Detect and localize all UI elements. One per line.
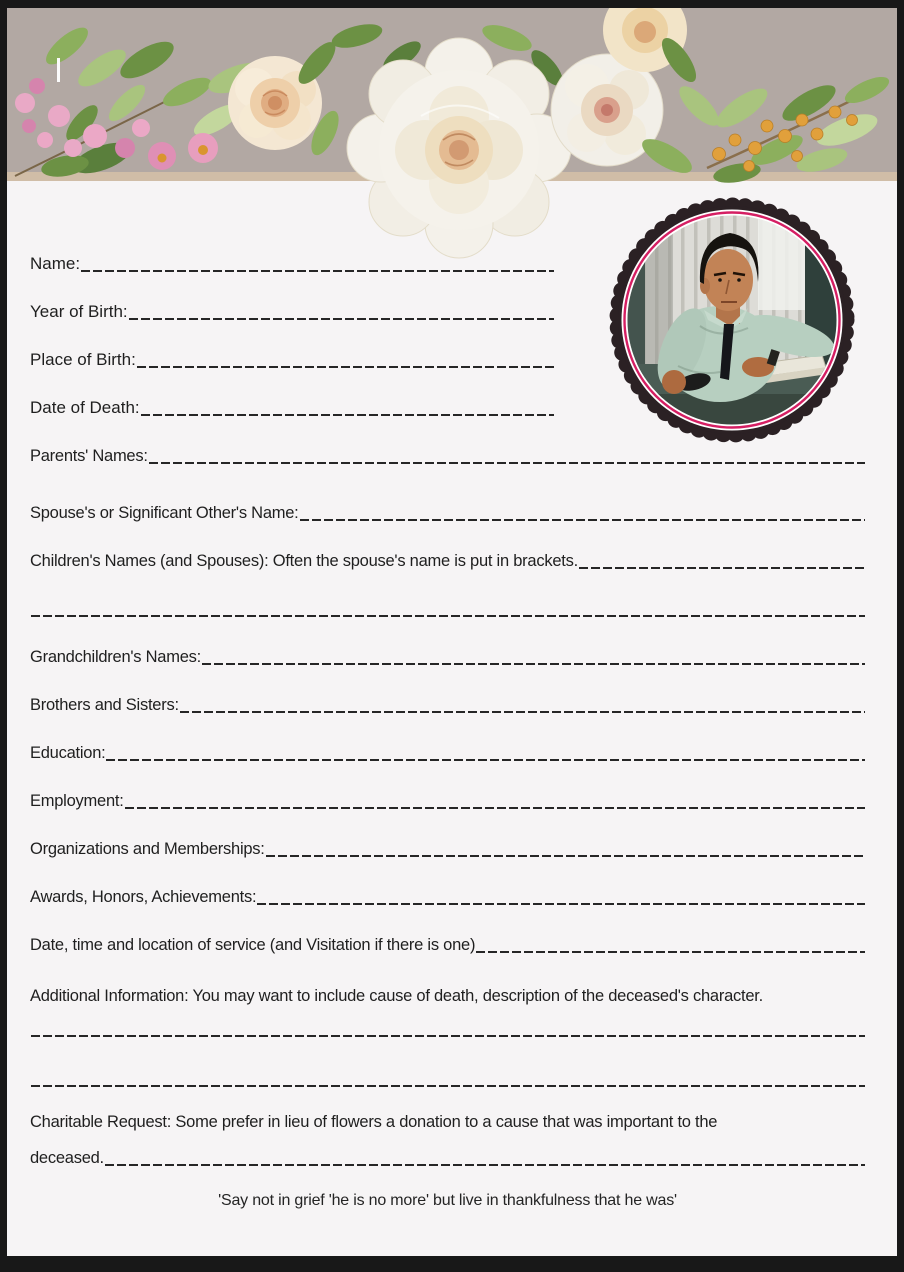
fill-in-line[interactable] — [30, 596, 865, 620]
fill-in-line[interactable] — [30, 1016, 865, 1040]
fill-in-line[interactable] — [30, 1066, 865, 1090]
form-row-charitable-request — [30, 1109, 865, 1133]
field-label: Organizations and Memberships: — [30, 840, 265, 858]
form-row-date-of-death[interactable] — [30, 395, 554, 419]
obituary-template-page[interactable] — [7, 8, 897, 1256]
fill-in-line[interactable] — [148, 443, 865, 467]
fill-in-line[interactable] — [475, 932, 865, 956]
field-label: Additional Information: You may want to include cause of death, description of the deceased's character. — [30, 987, 763, 1005]
field-label: Grandchildren's Names: — [30, 648, 201, 666]
field-label: Date of Death: — [30, 398, 140, 417]
form-row-brothers-and-sisters[interactable] — [30, 692, 865, 716]
field-label: Education: — [30, 744, 106, 762]
field-label: Awards, Honors, Achievements: — [30, 888, 257, 906]
form-row-childrens-names[interactable] — [30, 548, 865, 572]
fill-in-line[interactable] — [179, 692, 865, 716]
portrait-frame[interactable] — [608, 196, 856, 444]
text-cursor[interactable] — [57, 58, 60, 82]
field-label: Employment: — [30, 792, 124, 810]
banner-divider — [7, 172, 897, 181]
fill-in-line[interactable] — [136, 347, 554, 371]
fill-in-line[interactable] — [140, 395, 554, 419]
form-row-year-of-birth[interactable] — [30, 299, 554, 323]
field-label: Place of Birth: — [30, 350, 136, 369]
fill-in-line[interactable] — [128, 299, 554, 323]
form-row-additional-information — [30, 983, 865, 1007]
form-row-name[interactable] — [30, 251, 554, 275]
form-row-continuation-line[interactable] — [30, 596, 865, 620]
fill-in-line[interactable] — [124, 788, 865, 812]
fill-in-line[interactable] — [578, 548, 865, 572]
form-row-blank-line[interactable] — [30, 1016, 865, 1040]
form-row-grandchildrens-names[interactable] — [30, 644, 865, 668]
field-label: Brothers and Sisters: — [30, 696, 179, 714]
field-label: Spouse's or Significant Other's Name: — [30, 504, 299, 522]
field-label: deceased. — [30, 1149, 104, 1167]
form-row-parents-names[interactable] — [30, 443, 865, 467]
form-row-spouse-name[interactable] — [30, 500, 865, 524]
fill-in-line[interactable] — [105, 740, 865, 764]
form-row-education[interactable] — [30, 740, 865, 764]
field-label: Year of Birth: — [30, 302, 128, 321]
form-row-place-of-birth[interactable] — [30, 347, 554, 371]
portrait-photo — [608, 196, 856, 444]
form-row-organizations[interactable] — [30, 836, 865, 860]
field-label: Name: — [30, 254, 81, 273]
field-label: Date, time and location of service (and Visitation if there is one) — [30, 936, 476, 954]
form-row-blank-line[interactable] — [30, 1066, 865, 1090]
form-row-awards[interactable] — [30, 884, 865, 908]
fill-in-line[interactable] — [80, 251, 554, 275]
form-row-employment[interactable] — [30, 788, 865, 812]
fill-in-line[interactable] — [265, 836, 865, 860]
fill-in-line[interactable] — [299, 500, 865, 524]
memorial-quote: 'Say not in grief 'he is no more' but live in thankfulness that he was' — [218, 1192, 677, 1209]
form-row-service-details[interactable] — [30, 932, 865, 956]
fill-in-line[interactable] — [104, 1145, 865, 1169]
form-row-deceased[interactable] — [30, 1145, 865, 1169]
fill-in-line[interactable] — [256, 884, 865, 908]
fill-in-line[interactable] — [201, 644, 865, 668]
field-label: Charitable Request: Some prefer in lieu of flowers a donation to a cause that was important to the — [30, 1113, 718, 1131]
field-label: Parents' Names: — [30, 447, 148, 465]
floral-banner — [7, 8, 897, 172]
field-label: Children's Names (and Spouses): Often the spouse's name is put in brackets. — [30, 552, 578, 570]
